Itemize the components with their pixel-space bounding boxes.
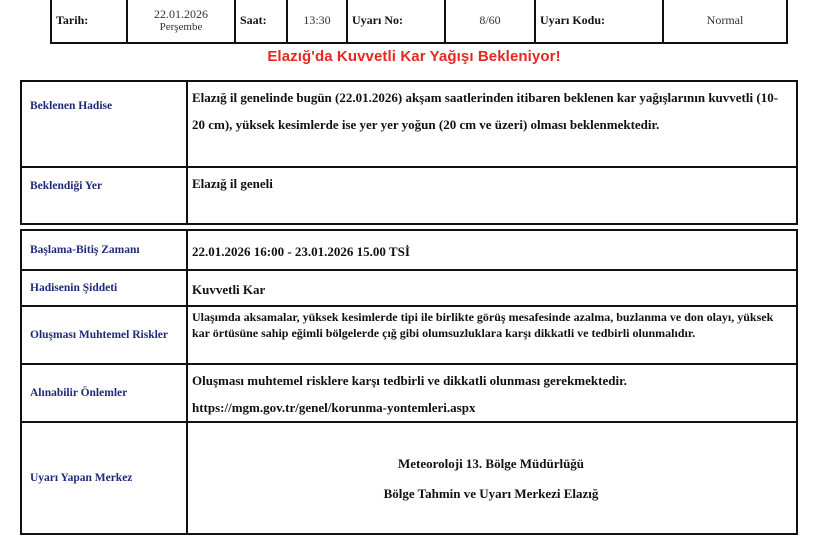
risks-label: Oluşması Muhtemel Riskler xyxy=(21,306,187,364)
date-value-cell xyxy=(127,0,235,43)
measures-text: Oluşması muhtemel risklere karşı tedbirli ve dikkatli olunması gerekmektedir. xyxy=(192,373,627,388)
time-value: 13:30 xyxy=(287,0,347,43)
warning-code-label: Uyarı Kodu: xyxy=(535,0,663,43)
expected-event-label: Beklenen Hadise xyxy=(21,81,187,167)
time-label: Saat: xyxy=(235,0,287,43)
center-cell xyxy=(187,422,797,534)
expected-event-text: Elazığ il genelinde bugün (22.01.2026) akşam saatlerinden itibaren beklenen kar yağışlarının kuvvetli (10-20 cm), yüksek kesimlerde ise yer yer yoğun (20 cm ve üzeri) olması beklenmektedir. xyxy=(187,81,797,167)
measures-label: Alınabilir Önlemler xyxy=(21,364,187,422)
start-end-text: 22.01.2026 16:00 - 23.01.2026 15.00 TSİ xyxy=(187,230,797,270)
warning-header-table xyxy=(50,0,788,44)
date-label: Tarih: xyxy=(51,0,127,43)
warning-code-value: Normal xyxy=(663,0,787,43)
date-day: Perşembe xyxy=(159,21,203,33)
warning-title: Elazığ'da Kuvvetli Kar Yağışı Bekleniyor! xyxy=(267,48,561,65)
center-label: Uyarı Yapan Merkez xyxy=(21,422,187,534)
warning-details-table-bottom xyxy=(20,229,798,535)
severity-text: Kuvvetli Kar xyxy=(187,270,797,306)
severity-label: Hadisenin Şiddeti xyxy=(21,270,187,306)
measures-link[interactable]: https://mgm.gov.tr/genel/korunma-yontemleri.aspx xyxy=(192,400,476,415)
center-line2: Bölge Tahmin ve Uyarı Merkezi Elazığ xyxy=(383,486,599,501)
date-value: 22.01.2026 xyxy=(154,7,208,21)
warning-details-table-top xyxy=(20,80,798,225)
measures-cell xyxy=(187,364,797,422)
warning-no-value: 8/60 xyxy=(445,0,535,43)
center-line1: Meteoroloji 13. Bölge Müdürlüğü xyxy=(397,456,585,471)
start-end-label: Başlama-Bitiş Zamanı xyxy=(21,230,187,270)
expected-place-text: Elazığ il geneli xyxy=(187,167,797,224)
warning-no-label: Uyarı No: xyxy=(347,0,445,43)
risks-text: Ulaşımda aksamalar, yüksek kesimlerde tipi ile birlikte görüş mesafesinde azalma, buzlanma ve don olayı, yüksek kar örtüsüne sahip eğimli bölgelerde çığ gibi olumsuzluklara karşı dikkatli ve tedbirli olunmalıdır. xyxy=(187,306,797,364)
expected-place-label: Beklendiği Yer xyxy=(21,167,187,224)
